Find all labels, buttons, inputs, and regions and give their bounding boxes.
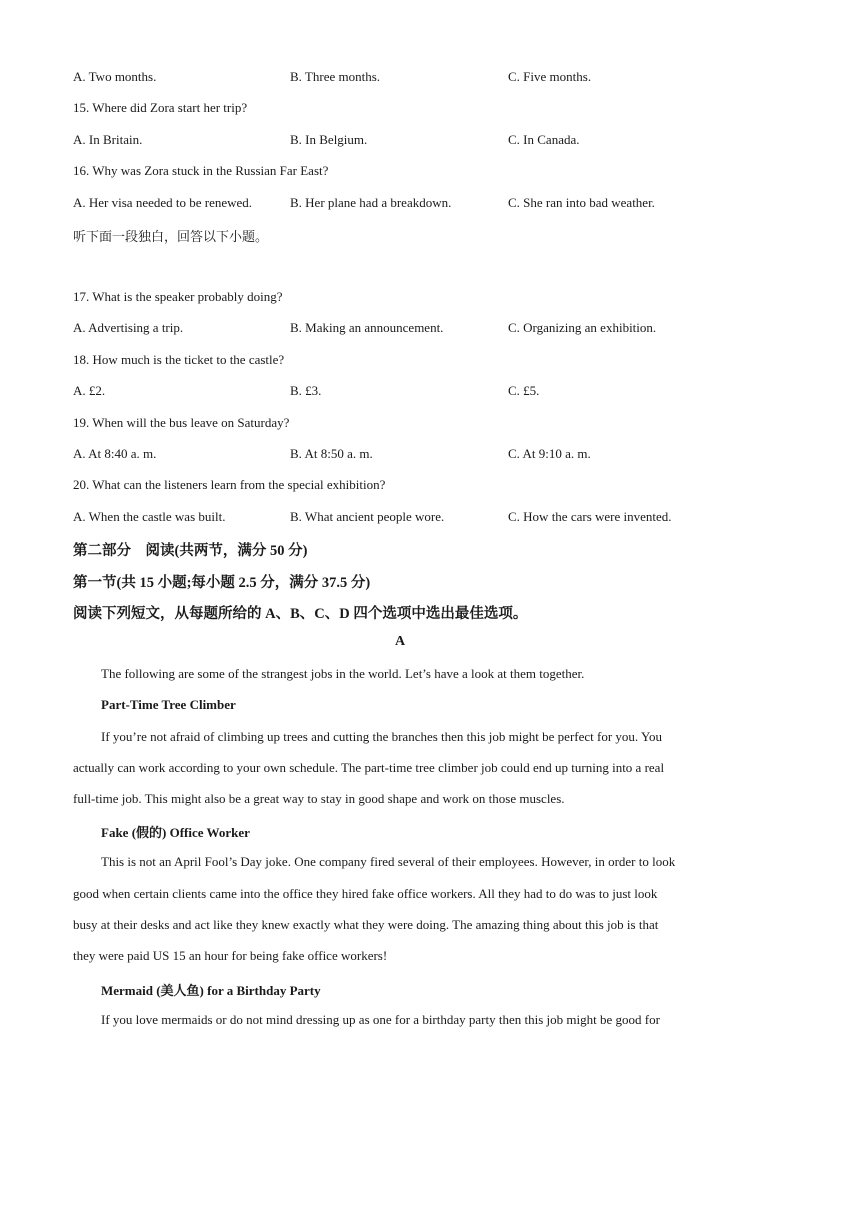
- job3-line-1: If you love mermaids or do not mind dressing up as one for a birthday party then this job might be good for: [101, 1012, 660, 1027]
- job2-line-2: good when certain clients came into the office they hired fake office workers. All they had to do was to just look: [73, 886, 658, 901]
- option-a: A. At 8:40 a. m.: [73, 446, 157, 461]
- job1-line-2: actually can work according to your own schedule. The part-time tree climber job could end up turning into a real: [73, 760, 665, 775]
- option-a: A. Her visa needed to be renewed.: [73, 195, 253, 210]
- option-a: A. £2.: [73, 383, 106, 398]
- option-c: C. How the cars were invented.: [508, 509, 672, 524]
- monologue-instruction: 听下面一段独白，回答以下小题。: [73, 229, 269, 244]
- section1-title: 第一节(共 15 小题;每小题 2.5 分，满分 37.5 分): [73, 575, 371, 591]
- question-16: 16. Why was Zora stuck in the Russian Far East?: [73, 163, 329, 178]
- question-18: 18. How much is the ticket to the castle?: [73, 352, 285, 367]
- question-20: 20. What can the listeners learn from the special exhibition?: [73, 477, 386, 492]
- option-c: C. £5.: [508, 383, 540, 398]
- question-15: 15. Where did Zora start her trip?: [73, 100, 248, 115]
- option-a: A. In Britain.: [73, 132, 143, 147]
- option-b: B. In Belgium.: [290, 132, 368, 147]
- option-b: B. Three months.: [290, 69, 381, 84]
- job1-line-1: If you’re not afraid of climbing up trees and cutting the branches then this job might be perfect for you. You: [101, 729, 663, 744]
- job2-line-3: busy at their desks and act like they knew exactly what they were doing. The amazing thing about this job is that: [73, 917, 659, 932]
- job2-line-4: they were paid US 15 an hour for being fake office workers!: [73, 948, 388, 963]
- option-b: B. Her plane had a breakdown.: [290, 195, 452, 210]
- job1-title: Part-Time Tree Climber: [101, 697, 236, 712]
- option-a: A. When the castle was built.: [73, 509, 226, 524]
- job2-line-1: This is not an April Fool’s Day joke. One company fired several of their employees. However, in order to look: [101, 854, 676, 869]
- question-19: 19. When will the bus leave on Saturday?: [73, 415, 290, 430]
- option-c: C. She ran into bad weather.: [508, 195, 655, 210]
- option-c: C. Organizing an exhibition.: [508, 320, 657, 335]
- option-c: C. Five months.: [508, 69, 592, 84]
- job1-line-3: full-time job. This might also be a great way to stay in good shape and work on those muscles.: [73, 791, 565, 806]
- reading-instruction: 阅读下列短文，从每题所给的 A、B、C、D 四个选项中选出最佳选项。: [73, 606, 528, 622]
- option-b: B. At 8:50 a. m.: [290, 446, 373, 461]
- job3-title: Mermaid (美人鱼) for a Birthday Party: [101, 983, 321, 998]
- question-17: 17. What is the speaker probably doing?: [73, 289, 283, 304]
- option-a: A. Two months.: [73, 69, 157, 84]
- part2-title: 第二部分 阅读(共两节，满分 50 分): [73, 543, 308, 559]
- option-a: A. Advertising a trip.: [73, 320, 184, 335]
- passage-intro: The following are some of the strangest jobs in the world. Let’s have a look at them together.: [101, 666, 585, 681]
- job2-title: Fake (假的) Office Worker: [101, 825, 250, 840]
- option-b: B. What ancient people wore.: [290, 509, 445, 524]
- option-c: C. In Canada.: [508, 132, 580, 147]
- option-c: C. At 9:10 a. m.: [508, 446, 591, 461]
- option-b: B. Making an announcement.: [290, 320, 444, 335]
- option-b: B. £3.: [290, 383, 322, 398]
- passage-label: A: [394, 634, 406, 649]
